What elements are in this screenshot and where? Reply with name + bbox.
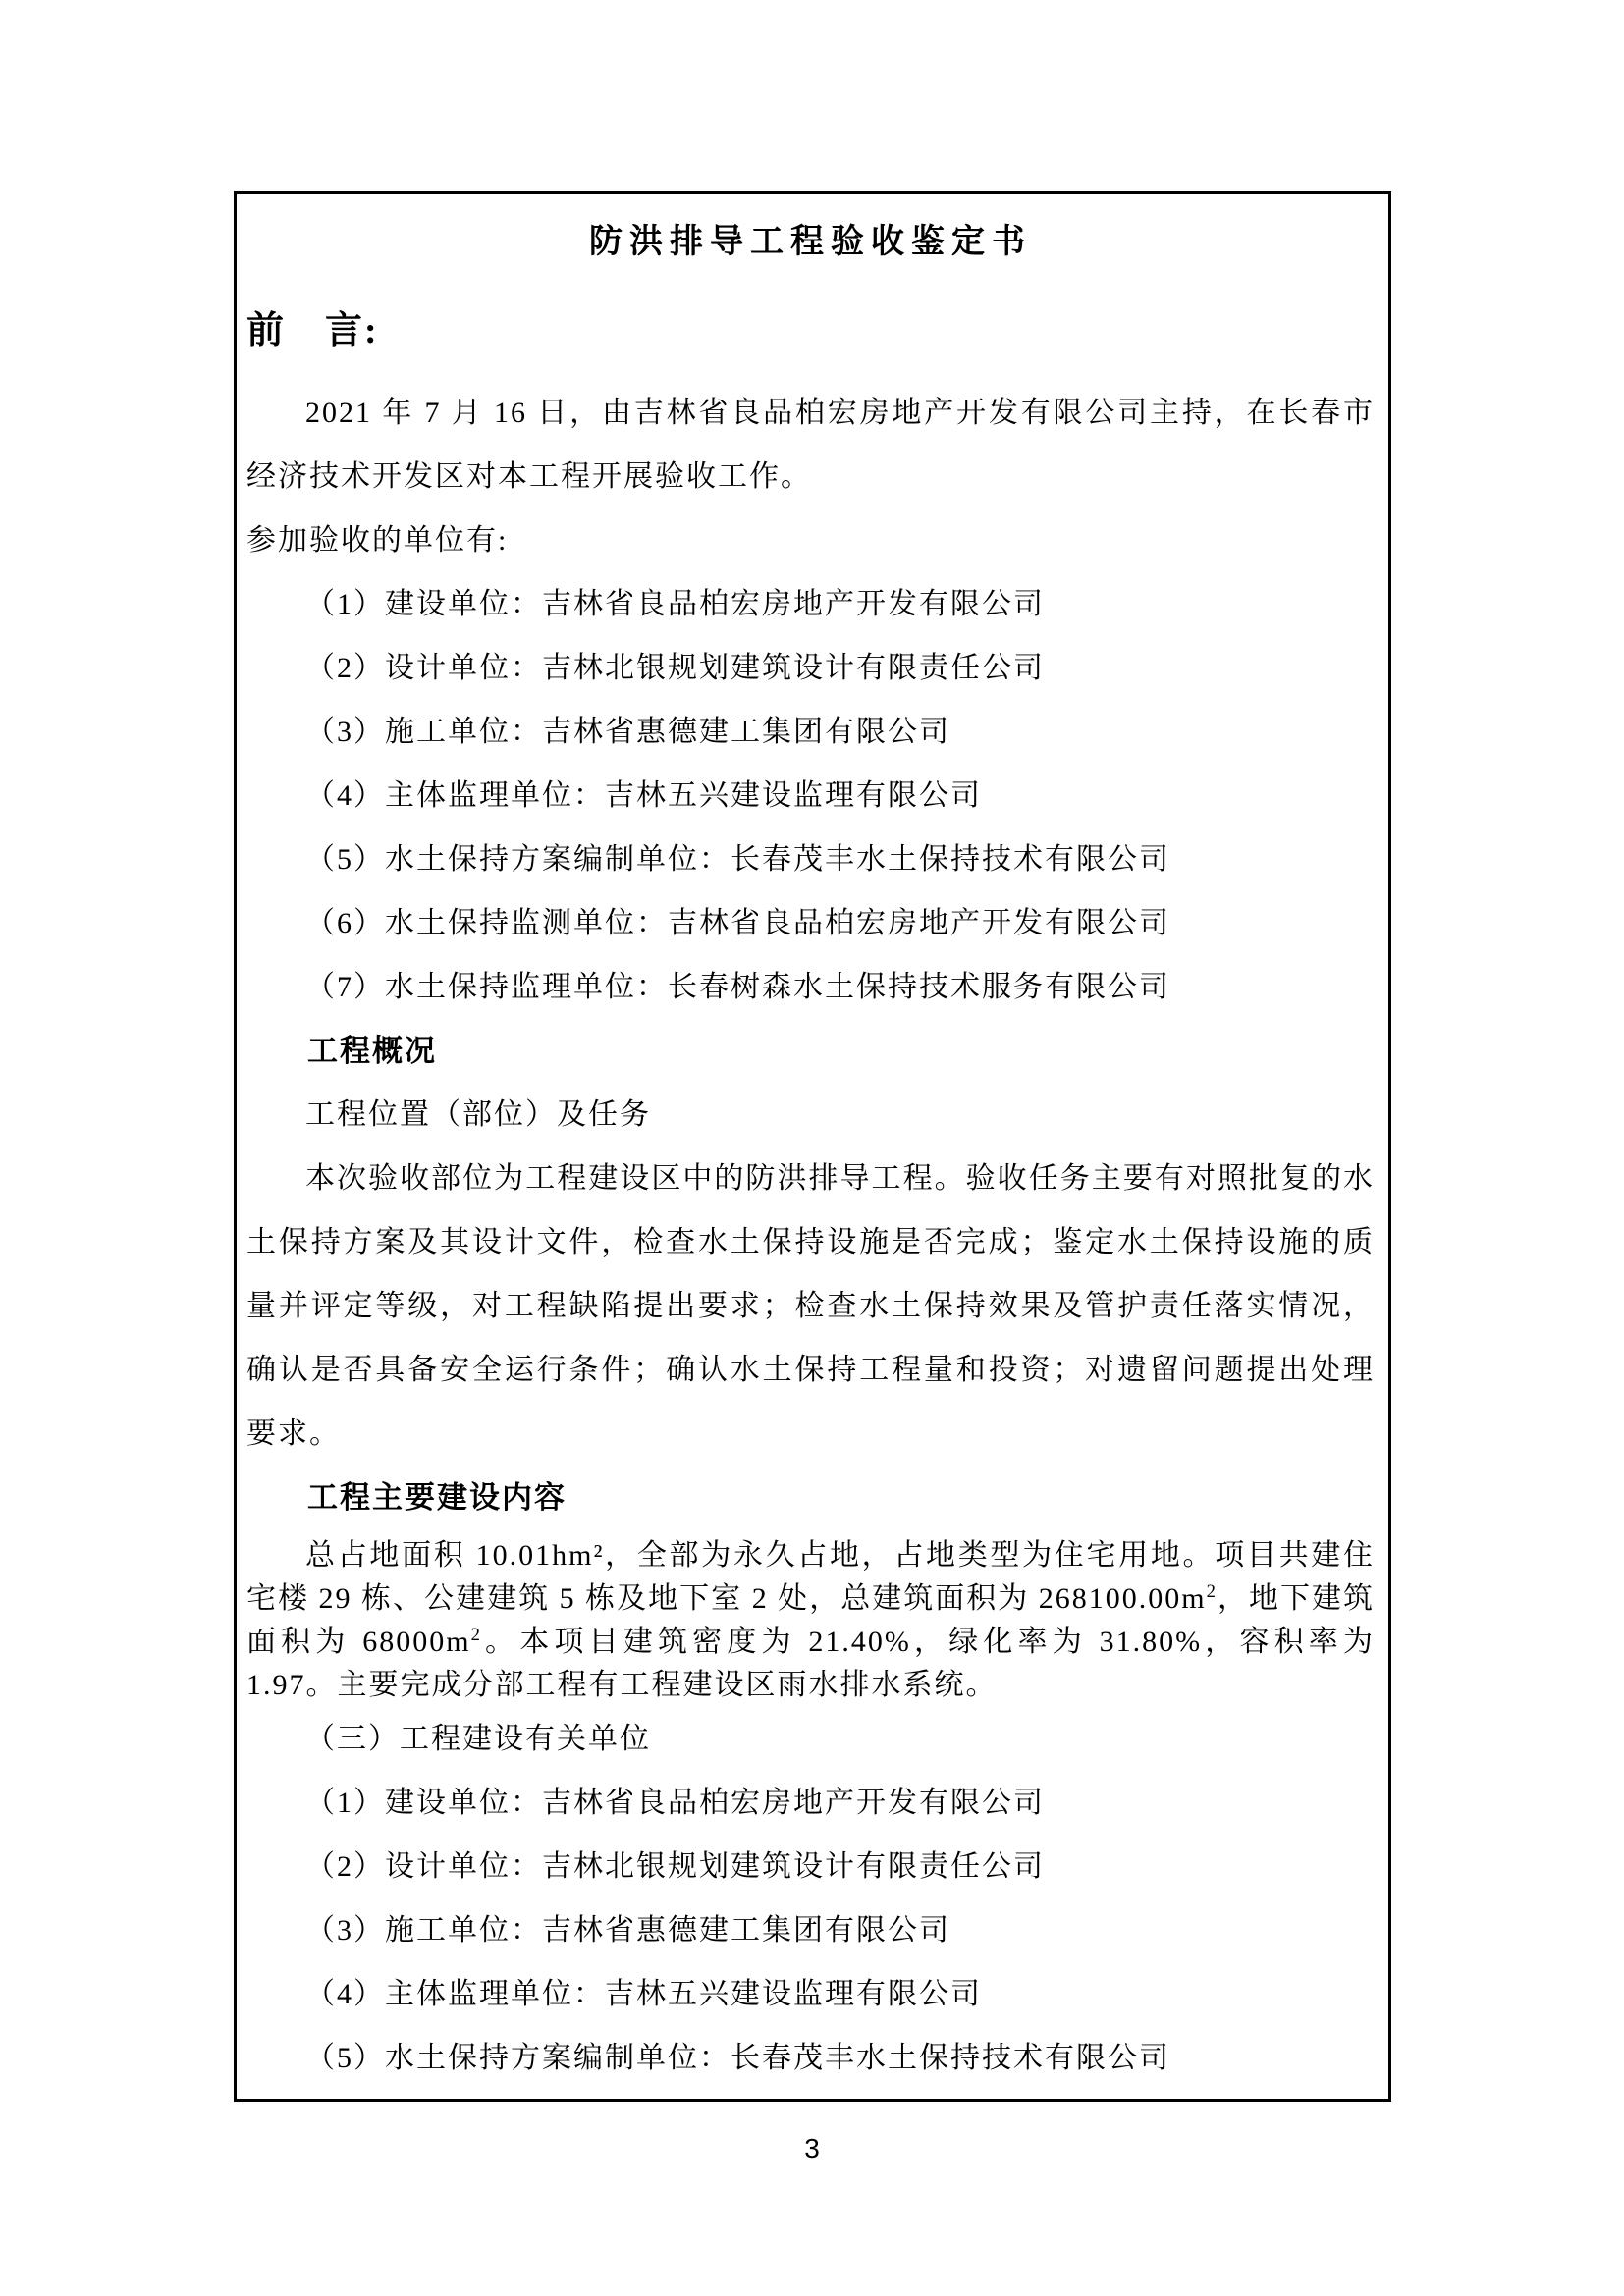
participant-item: （3）施工单位：吉林省惠德建工集团有限公司 <box>305 716 950 748</box>
related-unit-item: （1）建设单位：吉林省良品柏宏房地产开发有限公司 <box>305 1787 1045 1819</box>
preface-paragraph: 2021 年 7 月 16 日，由吉林省良品柏宏房地产开发有限公司主持，在长春市经济技术开发区对本工程开展验收工作。 <box>246 397 1375 493</box>
page-border-frame <box>234 191 1391 2102</box>
participant-item: （2）设计单位：吉林北银规划建筑设计有限责任公司 <box>305 652 1045 684</box>
construction-paragraph <box>246 1534 1375 1707</box>
document-title: 防洪排导工程验收鉴定书 <box>589 224 1032 260</box>
overview-heading: 工程概况 <box>307 1034 437 1068</box>
related-units-heading: （三）工程建设有关单位 <box>305 1723 651 1755</box>
related-unit-item: （2）设计单位：吉林北银规划建筑设计有限责任公司 <box>305 1850 1045 1883</box>
page-number: 3 <box>804 2133 820 2163</box>
construction-heading: 工程主要建设内容 <box>307 1480 567 1515</box>
participant-item: （1）建设单位：吉林省良品柏宏房地产开发有限公司 <box>305 588 1045 620</box>
task-paragraph: 本次验收部位为工程建设区中的防洪排导工程。验收任务主要有对照批复的水土保持方案及其设计文件，检查水土保持设施是否完成；鉴定水土保持设施的质量并评定等级，对工程缺陷提出要求；检查水土保持效果及管护责任落实情况，确认是否具备安全运行条件；确认水土保持工程量和投资；对遗留问题提出处理要求。 <box>246 1162 1375 1450</box>
participants-list <box>246 572 1375 1019</box>
related-units-list <box>246 1771 1375 2090</box>
participant-item: （7）水土保持监理单位：长春树森水土保持技术服务有限公司 <box>305 971 1170 1003</box>
location-line: 工程位置（部位）及任务 <box>305 1098 651 1131</box>
preface-heading: 前 言: <box>246 310 379 351</box>
superscript-two: 2 <box>1206 1581 1218 1602</box>
participants-intro: 参加验收的单位有: <box>246 524 509 557</box>
construction-text-segment: 。本项目建筑密度为 21.40%，绿化率为 31.80%，容积率为 1.97。主要完成分部工程有工程建设区雨水排水系统。 <box>246 1626 1375 1701</box>
superscript-two: 2 <box>470 1625 482 1645</box>
participant-item: （6）水土保持监测单位：吉林省良品柏宏房地产开发有限公司 <box>305 907 1170 939</box>
related-unit-item: （4）主体监理单位：吉林五兴建设监理有限公司 <box>305 1978 982 2010</box>
related-unit-item: （3）施工单位：吉林省惠德建工集团有限公司 <box>305 1914 950 1947</box>
related-unit-item: （5）水土保持方案编制单位：长春茂丰水土保持技术有限公司 <box>305 2042 1170 2074</box>
construction-text-segment: 总占地面积 10.01hm²，全部为永久占地，占地类型为住宅用地。项目共建住宅楼 29 栋、公建建筑 5 栋及地下室 2 处，总建筑面积为 268100.00m <box>246 1539 1375 1615</box>
participant-item: （5）水土保持方案编制单位：长春茂丰水土保持技术有限公司 <box>305 843 1170 876</box>
construction-text-segment: ，地下建筑面积为 68000m <box>246 1582 1375 1658</box>
participant-item: （4）主体监理单位：吉林五兴建设监理有限公司 <box>305 779 982 812</box>
